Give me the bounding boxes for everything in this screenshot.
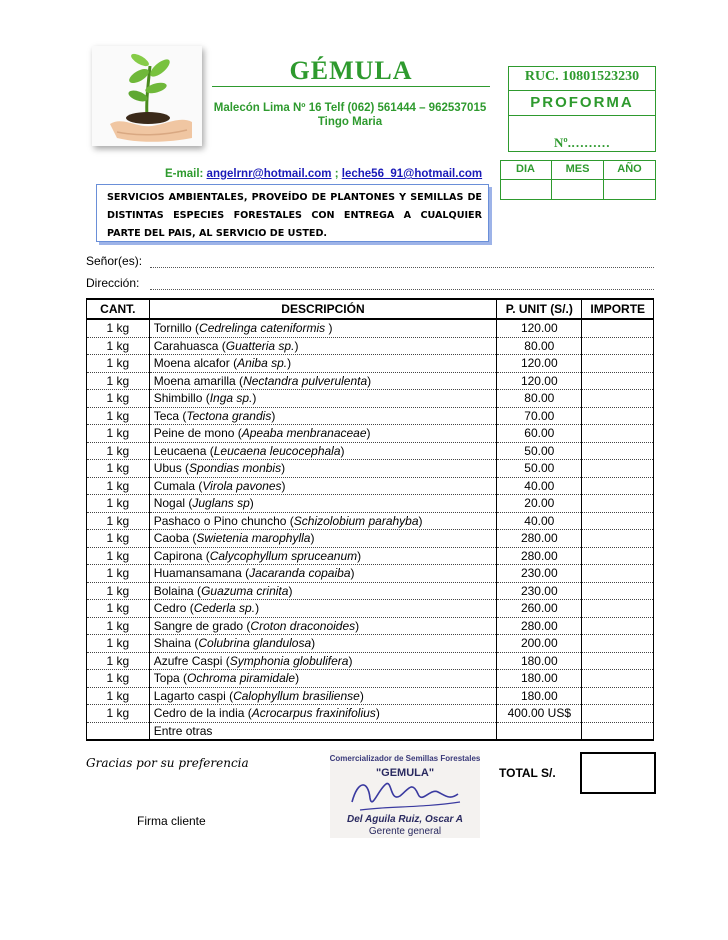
name-close: ) [375, 706, 380, 721]
row-importe[interactable] [582, 600, 654, 618]
company-title: GÉMULA [289, 56, 413, 85]
common-name: Shimbillo ( [153, 391, 210, 406]
table-row [87, 670, 654, 688]
row-importe[interactable] [582, 512, 654, 530]
row-descripcion [149, 372, 497, 390]
address-line-2: Tingo Maria [317, 116, 383, 128]
row-descripcion [149, 547, 497, 565]
row-precio-unit: 50.00 [497, 460, 582, 478]
common-name: Cedro de la india ( [153, 706, 252, 721]
row-cantidad [87, 722, 150, 740]
thank-you-note: Gracias por su preferencia [86, 756, 249, 770]
row-importe[interactable] [582, 337, 654, 355]
total-label: TOTAL S/. [499, 766, 556, 780]
table-row [87, 565, 654, 583]
name-close: ) [418, 513, 423, 528]
row-precio-unit: 280.00 [497, 530, 582, 548]
row-importe[interactable] [582, 705, 654, 723]
row-cantidad: 1 kg [87, 477, 150, 495]
common-name: Capirona ( [153, 548, 210, 563]
table-row [87, 390, 654, 408]
common-name: Pashaco o Pino chuncho ( [153, 513, 294, 528]
table-row [87, 582, 654, 600]
row-cantidad: 1 kg [87, 687, 150, 705]
date-divider [500, 179, 655, 180]
row-cantidad: 1 kg [87, 635, 150, 653]
row-precio-unit: 40.00 [497, 512, 582, 530]
row-importe[interactable] [582, 565, 654, 583]
row-descripcion [149, 355, 497, 373]
scientific-name: Calophyllum brasiliense [233, 688, 360, 703]
row-descripcion [149, 565, 497, 583]
total-amount-field[interactable] [580, 752, 656, 794]
email-label: E-mail: [165, 168, 204, 180]
name-close: ) [287, 356, 292, 371]
row-cantidad: 1 kg [87, 565, 150, 583]
row-importe[interactable] [582, 670, 654, 688]
row-precio-unit: 230.00 [497, 582, 582, 600]
row-descripcion [149, 512, 497, 530]
scientific-name: Croton draconoides [250, 618, 356, 633]
row-precio-unit: 60.00 [497, 425, 582, 443]
name-close: ) [355, 618, 360, 633]
row-precio-unit: 180.00 [497, 670, 582, 688]
common-name: Ubus ( [153, 461, 190, 476]
company-stamp [330, 750, 480, 838]
row-cantidad: 1 kg [87, 512, 150, 530]
common-name: Peine de mono ( [153, 426, 242, 441]
products-table [86, 298, 654, 741]
table-row [87, 460, 654, 478]
table-row [87, 512, 654, 530]
svg-text:"GEMULA": "GEMULA" [375, 767, 435, 779]
common-name: Caoba ( [153, 531, 197, 546]
signature-stamp-icon [330, 750, 480, 838]
seedling-hand-icon [92, 46, 202, 146]
row-precio-unit: 400.00 US$ [497, 705, 582, 723]
common-name: Azufre Caspi ( [153, 653, 230, 668]
scientific-name: Jacaranda copaiba [249, 566, 351, 581]
ruc-number: RUC. 10801523230 [524, 69, 640, 84]
row-precio-unit: 230.00 [497, 565, 582, 583]
row-importe[interactable] [582, 477, 654, 495]
name-close: ) [288, 583, 293, 598]
scientific-name: Tectona grandis [186, 408, 272, 423]
row-importe[interactable] [582, 319, 654, 337]
row-importe[interactable] [582, 652, 654, 670]
common-name: Sangre de grado ( [153, 618, 251, 633]
row-descripcion [149, 705, 497, 723]
scientific-name: Colubrina glandulosa [198, 636, 312, 651]
date-col-divider [551, 160, 552, 199]
svg-text:Gerente general: Gerente general [368, 826, 442, 837]
table-header-row [87, 299, 654, 319]
common-name: Lagarto caspi ( [153, 688, 234, 703]
row-precio-unit: 40.00 [497, 477, 582, 495]
customer-name-label: Señor(es): [86, 254, 143, 268]
row-cantidad: 1 kg [87, 600, 150, 618]
company-address [200, 101, 500, 129]
row-importe[interactable] [582, 722, 654, 740]
row-cantidad: 1 kg [87, 582, 150, 600]
name-close: ) [325, 321, 333, 336]
scientific-name: Guatteria sp. [225, 338, 295, 353]
svg-text:Del Aguila Ruiz, Oscar A: Del Aguila Ruiz, Oscar A [347, 814, 463, 825]
row-precio-unit: 280.00 [497, 617, 582, 635]
row-precio-unit: 50.00 [497, 442, 582, 460]
scientific-name: Ochroma piramidale [187, 671, 296, 686]
row-cantidad: 1 kg [87, 460, 150, 478]
table-row [87, 407, 654, 425]
row-cantidad: 1 kg [87, 547, 150, 565]
name-close: ) [271, 408, 276, 423]
row-precio-unit: 120.00 [497, 319, 582, 337]
svg-text:Comercializador de Semillas Fo: Comercializador de Semillas Forestales [330, 754, 480, 763]
row-importe[interactable] [582, 687, 654, 705]
row-cantidad: 1 kg [87, 390, 150, 408]
scientific-name: Guazuma crinita [201, 583, 289, 598]
name-close: ) [310, 531, 315, 546]
row-descripcion [149, 442, 497, 460]
row-precio-unit: 80.00 [497, 390, 582, 408]
proforma-number: Nº.……… [554, 135, 610, 150]
name-close: ) [249, 496, 254, 511]
name-close: ) [357, 548, 362, 563]
date-col-divider [603, 160, 604, 199]
address-line-1: Malecón Lima Nº 16 Telf (062) 561444 – 962537015 [213, 102, 487, 114]
row-descripcion [149, 337, 497, 355]
row-cantidad: 1 kg [87, 495, 150, 513]
row-descripcion [149, 652, 497, 670]
row-descripcion [149, 530, 497, 548]
row-precio-unit: 180.00 [497, 687, 582, 705]
common-name: Moena amarilla ( [153, 373, 244, 388]
ruc-divider [508, 90, 656, 91]
row-cantidad: 1 kg [87, 425, 150, 443]
row-precio-unit: 260.00 [497, 600, 582, 618]
row-descripcion [149, 635, 497, 653]
row-descripcion [149, 670, 497, 688]
scientific-name: Spondias monbis [189, 461, 282, 476]
scientific-name: Calycophyllum spruceanum [209, 548, 358, 563]
row-precio-unit: 120.00 [497, 355, 582, 373]
row-descripcion [149, 687, 497, 705]
proforma-divider [508, 115, 656, 116]
row-cantidad: 1 kg [87, 652, 150, 670]
common-name: Cumala ( [153, 478, 203, 493]
header-descripcion: DESCRIPCIÓN [149, 299, 497, 319]
services-description: SERVICIOS AMBIENTALES, PROVEÍDO DE PLANTONES Y SEMILLAS DE DISTINTAS ESPECIES FORESTALES CON ENTREGA A CUALQUIER PARTE DEL PAIS, AL SERVICIO DE USTED. [96, 184, 489, 242]
common-name: Cedro ( [153, 601, 194, 616]
common-name: Leucaena ( [153, 443, 214, 458]
name-close: ) [294, 338, 299, 353]
row-precio-unit: 200.00 [497, 635, 582, 653]
row-note: Entre otras [149, 722, 497, 740]
table-row [87, 337, 654, 355]
date-day-header: DIA [516, 163, 535, 175]
table-row [87, 687, 654, 705]
company-logo [92, 46, 202, 146]
table-row [87, 617, 654, 635]
scientific-name: Aniba sp. [237, 356, 288, 371]
scientific-name: Virola pavones [202, 478, 282, 493]
name-close: ) [367, 373, 372, 388]
row-importe[interactable] [582, 355, 654, 373]
scientific-name: Cedrelinga cateniformis [199, 321, 326, 336]
row-precio-unit: 180.00 [497, 652, 582, 670]
row-cantidad: 1 kg [87, 530, 150, 548]
common-name: Nogal ( [153, 496, 193, 511]
row-importe[interactable] [582, 407, 654, 425]
scientific-name: Inga sp. [209, 391, 253, 406]
scientific-name: Cederla sp. [193, 601, 256, 616]
common-name: Teca ( [153, 408, 187, 423]
common-name: Topa ( [153, 671, 188, 686]
table-row [87, 547, 654, 565]
row-cantidad: 1 kg [87, 372, 150, 390]
scientific-name: Apeaba menbranaceae [241, 426, 367, 441]
row-importe[interactable] [582, 425, 654, 443]
common-name: Moena alcafor ( [153, 356, 238, 371]
table-row [87, 425, 654, 443]
common-name: Carahuasca ( [153, 338, 226, 353]
row-descripcion [149, 319, 497, 337]
row-descripcion [149, 460, 497, 478]
table-row [87, 635, 654, 653]
scientific-name: Swietenia marophylla [196, 531, 311, 546]
header-importe: IMPORTE [582, 299, 654, 319]
row-importe[interactable] [582, 547, 654, 565]
name-close: ) [340, 443, 345, 458]
table-row [87, 355, 654, 373]
common-name: Shaina ( [153, 636, 199, 651]
table-row [87, 372, 654, 390]
table-row [87, 705, 654, 723]
row-precio-unit: 80.00 [497, 337, 582, 355]
email-link-1[interactable]: angelrnr@hotmail.com [206, 168, 332, 180]
table-row [87, 319, 654, 337]
common-name: Tornillo ( [153, 321, 200, 336]
row-cantidad: 1 kg [87, 407, 150, 425]
common-name: Huamansamana ( [153, 566, 250, 581]
scientific-name: Juglans sp [192, 496, 250, 511]
signature-label: Firma cliente [137, 814, 206, 828]
row-precio-unit [497, 722, 582, 740]
scientific-name: Schizolobium parahyba [293, 513, 419, 528]
row-cantidad: 1 kg [87, 355, 150, 373]
customer-address-field[interactable] [150, 278, 654, 290]
row-importe[interactable] [582, 460, 654, 478]
row-cantidad: 1 kg [87, 670, 150, 688]
scientific-name: Leucaena leucocephala [213, 443, 341, 458]
name-close: ) [350, 566, 355, 581]
row-importe[interactable] [582, 635, 654, 653]
row-descripcion [149, 495, 497, 513]
name-close: ) [252, 391, 257, 406]
title-underline [212, 86, 490, 87]
table-row [87, 530, 654, 548]
row-cantidad: 1 kg [87, 442, 150, 460]
email-separator: ; [334, 168, 339, 180]
row-cantidad: 1 kg [87, 617, 150, 635]
row-importe[interactable] [582, 390, 654, 408]
scientific-name: Nectandra pulverulenta [243, 373, 368, 388]
row-descripcion [149, 600, 497, 618]
name-close: ) [359, 688, 364, 703]
row-descripcion [149, 390, 497, 408]
row-cantidad: 1 kg [87, 337, 150, 355]
row-descripcion [149, 407, 497, 425]
row-precio-unit: 20.00 [497, 495, 582, 513]
name-close: ) [295, 671, 300, 686]
scientific-name: Acrocarpus fraxinifolius [251, 706, 376, 721]
customer-name-field[interactable] [150, 256, 654, 268]
date-year-header: AÑO [617, 163, 642, 175]
row-descripcion [149, 617, 497, 635]
name-close: ) [281, 478, 286, 493]
header-precio-unit: P. UNIT (S/.) [497, 299, 582, 319]
row-cantidad: 1 kg [87, 319, 150, 337]
row-importe[interactable] [582, 582, 654, 600]
table-row [87, 600, 654, 618]
row-cantidad: 1 kg [87, 705, 150, 723]
row-importe[interactable] [582, 372, 654, 390]
header-cant: CANT. [87, 299, 150, 319]
table-row [87, 495, 654, 513]
table-row [87, 652, 654, 670]
document-type: PROFORMA [530, 94, 634, 111]
row-descripcion [149, 582, 497, 600]
common-name: Bolaina ( [153, 583, 202, 598]
date-month-header: MES [565, 163, 590, 175]
row-importe[interactable] [582, 442, 654, 460]
email-link-2[interactable]: leche56_91@hotmail.com [341, 168, 483, 180]
scientific-name: Symphonia globulifera [229, 653, 349, 668]
customer-address-label: Dirección: [86, 276, 140, 290]
name-close: ) [311, 636, 316, 651]
row-descripcion [149, 477, 497, 495]
name-close: ) [255, 601, 260, 616]
table-row-note [87, 722, 654, 740]
name-close: ) [281, 461, 286, 476]
row-precio-unit: 120.00 [497, 372, 582, 390]
email-line [165, 168, 482, 180]
table-row [87, 477, 654, 495]
row-importe[interactable] [582, 530, 654, 548]
row-precio-unit: 70.00 [497, 407, 582, 425]
row-precio-unit: 280.00 [497, 547, 582, 565]
name-close: ) [348, 653, 353, 668]
table-row [87, 442, 654, 460]
row-descripcion [149, 425, 497, 443]
row-importe[interactable] [582, 617, 654, 635]
name-close: ) [366, 426, 371, 441]
row-importe[interactable] [582, 495, 654, 513]
